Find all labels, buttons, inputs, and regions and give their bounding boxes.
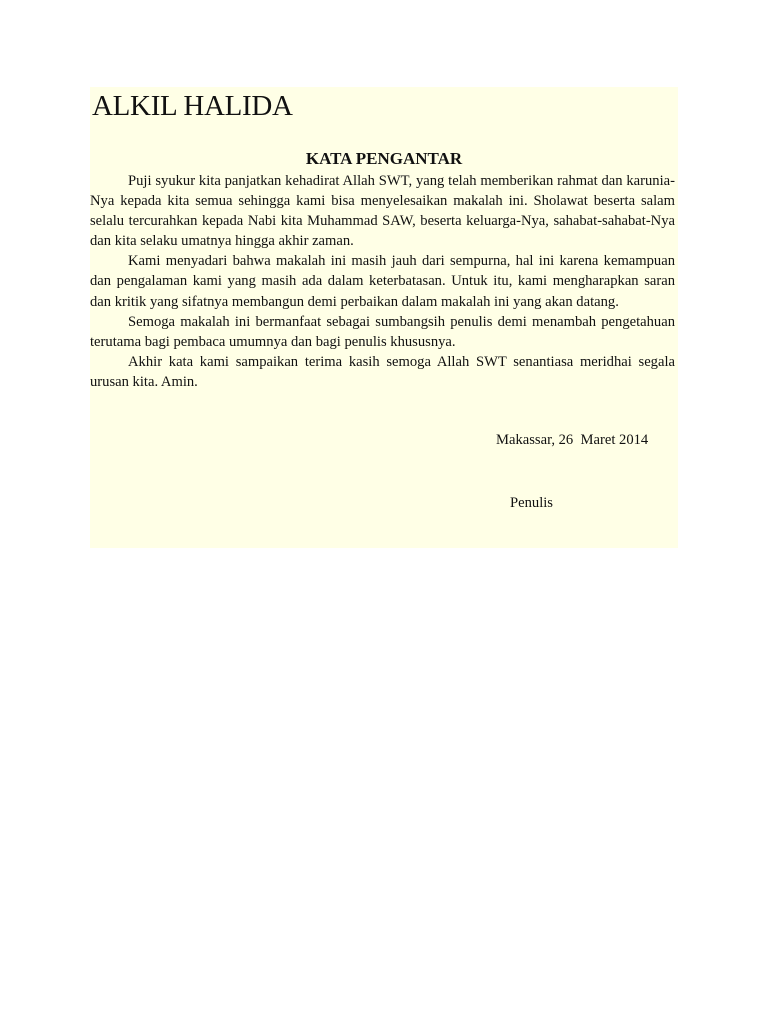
paragraph: Semoga makalah ini bermanfaat sebagai sumbangsih penulis demi menambah pengetahuan terutama bagi pembaca umumnya dan bagi penulis khususnya.: [90, 313, 675, 350]
body-text: [90, 171, 675, 392]
place-date: Makassar, 26 Maret 2014: [496, 432, 649, 448]
paragraph: Puji syukur kita panjatkan kehadirat Allah SWT, yang telah memberikan rahmat dan karunia-Nya kepada kita semua sehingga kami bisa menyelesaikan makalah ini. Sholawat beserta salam selalu tercurahkan kepada Nabi kita Muhammad SAW, beserta keluarga-Nya, sahabat-sahabat-Nya dan kita selaku umatnya hingga akhir zaman.: [90, 173, 675, 250]
paragraph: Akhir kata kami sampaikan terima kasih semoga Allah SWT senantiasa meridhai segala urusan kita. Amin.: [90, 353, 675, 390]
paragraph: Kami menyadari bahwa makalah ini masih jauh dari sempurna, hal ini karena kemampuan dan pengalaman kami yang masih ada dalam keterbatasan. Untuk itu, kami mengharapkan saran dan kritik yang sifatnya membangun demi perbaikan dalam makalah ini yang akan datang.: [90, 253, 675, 310]
page-heading: KATA PENGANTAR: [305, 149, 463, 168]
document-block: [90, 87, 678, 548]
signer-label: Penulis: [510, 495, 553, 511]
author-title: ALKIL HALIDA: [92, 90, 293, 122]
